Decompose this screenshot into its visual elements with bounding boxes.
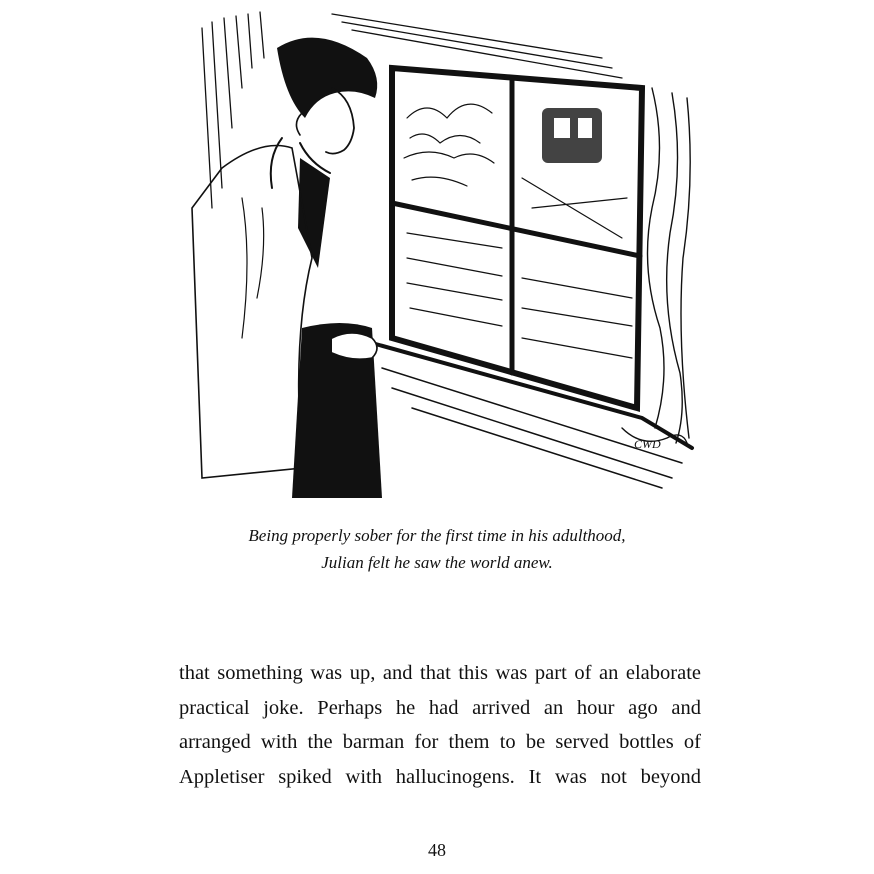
man-figure — [192, 38, 382, 498]
body-line-4: Appletiser spiked with hallucinogens. It was not beyond — [179, 765, 701, 788]
illustration-drawing — [182, 8, 698, 498]
body-line-1: that something was up, and that this was part of an elaborate — [179, 662, 701, 684]
man-at-window-illustration — [182, 8, 698, 498]
body-line-2: practical joke. Perhaps he had arrived an hour ago and — [179, 696, 701, 719]
window-sill — [372, 343, 692, 488]
caption-line-1: Being properly sober for the first time in his adulthood, — [248, 526, 626, 545]
caption-line-2: Julian felt he saw the world anew. — [321, 553, 553, 572]
illustrator-signature: CWD — [634, 437, 661, 451]
body-paragraph — [179, 656, 701, 794]
illustration-caption — [150, 522, 724, 576]
page-number: 48 — [428, 840, 446, 860]
curtain — [622, 88, 690, 443]
body-line-3: arranged with the barman for them to be served bottles of — [179, 731, 701, 753]
